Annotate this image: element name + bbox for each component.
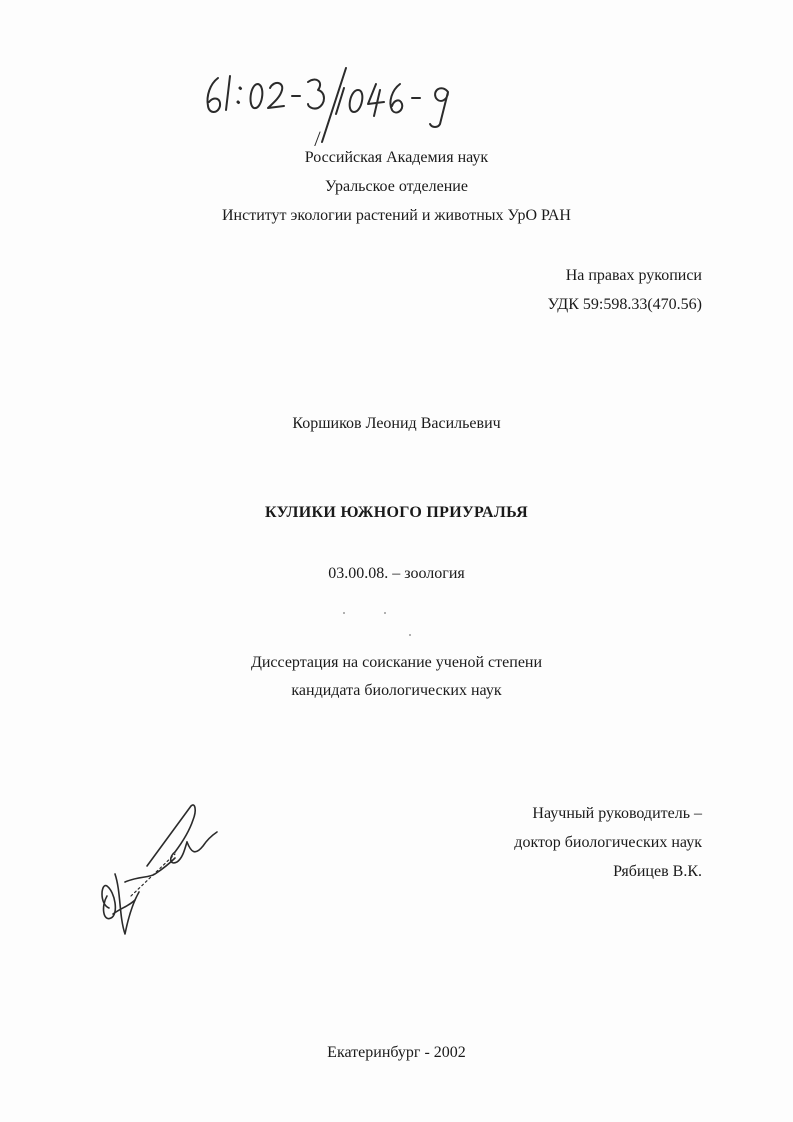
supervisor-degree: доктор биологических наук xyxy=(514,834,702,851)
scan-speck xyxy=(384,612,386,614)
author-signature xyxy=(95,796,225,946)
supervisor-role: Научный руководитель – xyxy=(532,805,702,822)
udc-code: УДК 59:598.33(470.56) xyxy=(547,296,702,313)
specialty-code: 03.00.08. – зоология xyxy=(328,565,465,582)
supervisor-name: Рябицев В.К. xyxy=(613,863,702,880)
scan-speck xyxy=(343,612,345,614)
org-academy: Российская Академия наук xyxy=(304,149,489,166)
org-institute: Институт экологии растений и животных УрО РАН xyxy=(222,207,571,224)
org-branch: Уральское отделение xyxy=(325,178,468,195)
handwritten-archive-code xyxy=(196,66,466,146)
scan-speck xyxy=(409,634,411,636)
manuscript-rights: На правах рукописи xyxy=(565,267,702,284)
place-year: Екатеринбург - 2002 xyxy=(327,1044,466,1061)
thesis-title: КУЛИКИ ЮЖНОГО ПРИУРАЛЬЯ xyxy=(265,504,528,521)
author-name: Коршиков Леонид Васильевич xyxy=(292,415,501,432)
degree-line-2: кандидата биологических наук xyxy=(291,682,502,699)
degree-line-1: Диссертация на соискание ученой степени xyxy=(250,654,543,671)
